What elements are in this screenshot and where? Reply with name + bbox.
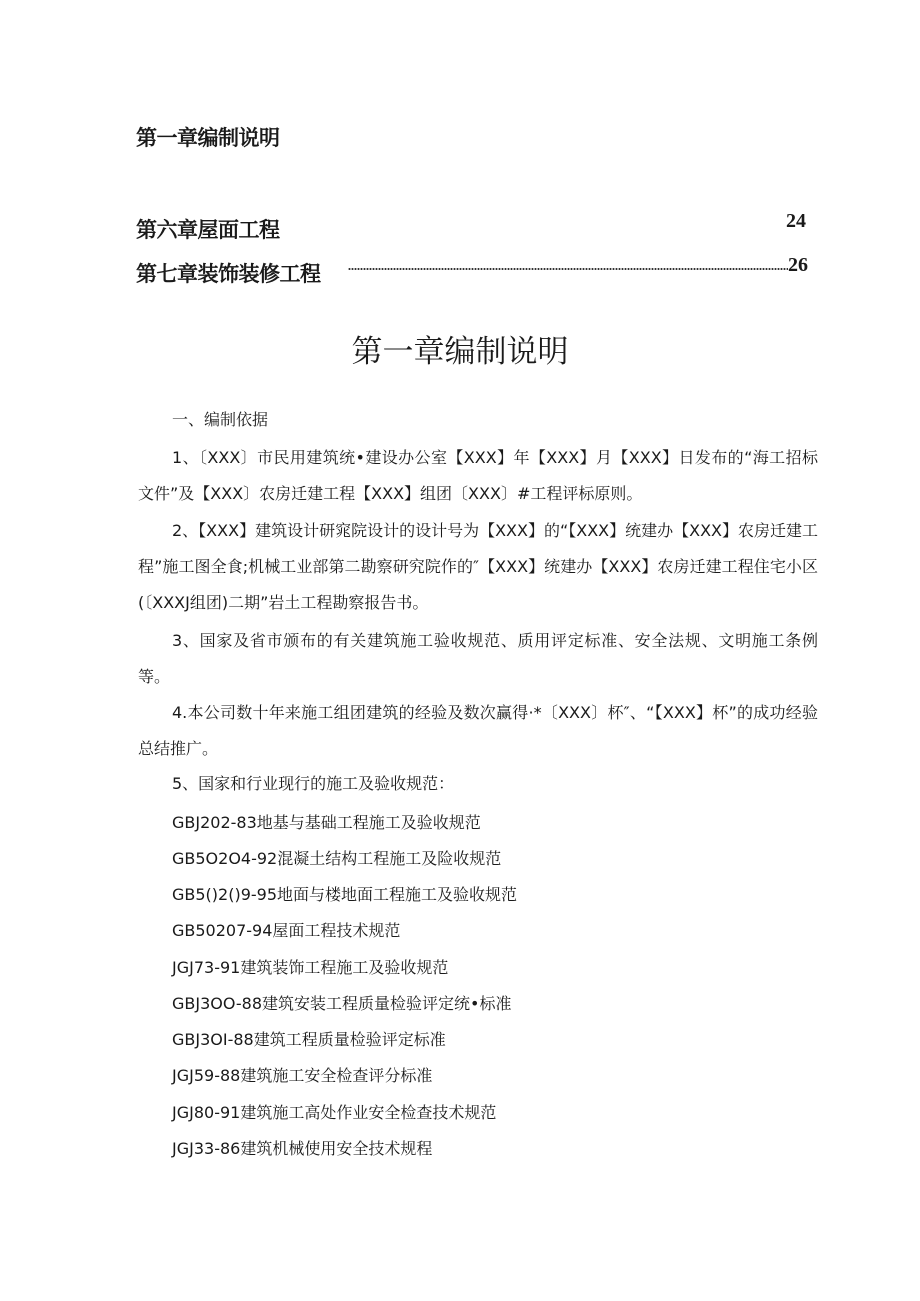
chapter-title: 第一章编制说明 xyxy=(351,334,569,370)
toc-leader-dots xyxy=(348,266,788,272)
paragraph-5: 5、国家和行业现行的施工及验收规范： xyxy=(172,774,455,793)
standard-item: GB50207-94屋面工程技术规范 xyxy=(172,921,401,940)
toc-page-number: 26 xyxy=(788,254,808,276)
standard-item: GB5()2()9-95地面与楼地面工程施工及验收规范 xyxy=(172,885,518,904)
paragraph-4: 4.本公司数十年来施工组团建筑的经验及数次赢得·*〔XXX〕杯″、“【XXX】杯”的成功经验总结推广。 xyxy=(138,703,818,758)
paragraph-2: 2、【XXX】建筑设计研窕院设计的设计号为【XXX】的“【XXX】统建办【XXX】农房迁建工程”施工图全食;机械工业部第二勘察研究院作的″【XXX】统建办【XXX】农房迁建工程住宅小区(〔XXXJ组团)二期”岩土工程勘察报告书。 xyxy=(138,521,819,612)
standard-item: JGJ80-91建筑施工高处作业安全检查技术规范 xyxy=(172,1103,497,1122)
toc-page-number: 24 xyxy=(786,210,806,232)
standard-item: GB5O2O4-92混凝土结构工程施工及险收规范 xyxy=(172,849,502,868)
standard-item: JGJ33-86建筑机械使用安全技术规程 xyxy=(172,1139,433,1158)
toc-entry-chapter-1[interactable]: 第一章编制说明 xyxy=(136,126,280,150)
standard-item: JGJ73-91建筑装饰工程施工及验收规范 xyxy=(172,958,449,977)
standard-item: GBJ3OO-88建筑安装工程质量检验评定统•标准 xyxy=(172,994,512,1013)
paragraph-3: 3、国家及省市颁布的有关建筑施工验收规范、质用评定标准、安全法规、文明施工条例等。 xyxy=(138,631,818,686)
toc-entry-chapter-6[interactable]: 第六章屋面工程 xyxy=(136,218,280,242)
toc-entry-chapter-7[interactable]: 第七章装饰装修工程 xyxy=(136,262,321,286)
paragraph-1: 1、〔XXX〕市民用建筑统•建设办公室【XXX】年【XXX】月【XXX】日发布的“海工招标文件”及【XXX〕农房迁建工程【XXX】组团〔XXX〕#工程评标原则。 xyxy=(138,448,818,503)
standard-item: JGJ59-88建筑施工安全检查评分标准 xyxy=(172,1066,433,1085)
standard-item: GBJ3OI-88建筑工程质量检验评定标准 xyxy=(172,1030,446,1049)
section-heading: 一、编制依据 xyxy=(172,410,269,429)
standard-item: GBJ202-83地基与基础工程施工及验收规范 xyxy=(172,813,481,832)
